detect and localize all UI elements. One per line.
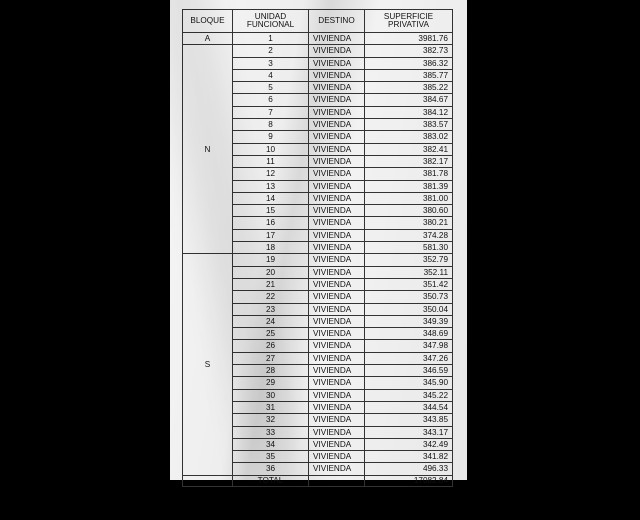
units-table	[182, 9, 453, 487]
superficie-cell: 342.49	[365, 438, 453, 450]
table-row	[183, 217, 453, 229]
superficie-cell: 381.39	[365, 180, 453, 192]
total-label: TOTAL	[233, 475, 309, 486]
unit-number-cell: 26	[233, 340, 309, 352]
superficie-cell: 381.78	[365, 168, 453, 180]
header-unidad-funcional: UNIDAD FUNCIONAL	[233, 10, 309, 33]
table-row	[183, 315, 453, 327]
table-row	[183, 254, 453, 266]
destino-cell: VIVIENDA	[309, 217, 365, 229]
superficie-cell: 374.28	[365, 229, 453, 241]
unit-number-cell: 35	[233, 451, 309, 463]
superficie-cell: 343.17	[365, 426, 453, 438]
unit-number-cell: 20	[233, 266, 309, 278]
destino-cell: VIVIENDA	[309, 254, 365, 266]
superficie-cell: 384.12	[365, 106, 453, 118]
table-row	[183, 131, 453, 143]
superficie-cell: 347.26	[365, 352, 453, 364]
superficie-cell: 496.33	[365, 463, 453, 475]
superficie-cell: 352.11	[365, 266, 453, 278]
superficie-cell: 383.57	[365, 119, 453, 131]
unit-number-cell: 8	[233, 119, 309, 131]
unit-number-cell: 12	[233, 168, 309, 180]
block-cell: S	[183, 254, 233, 475]
destino-cell: VIVIENDA	[309, 377, 365, 389]
unit-number-cell: 4	[233, 69, 309, 81]
unit-number-cell: 7	[233, 106, 309, 118]
table-row	[183, 303, 453, 315]
unit-number-cell: 36	[233, 463, 309, 475]
superficie-cell: 347.98	[365, 340, 453, 352]
table-row	[183, 94, 453, 106]
unit-number-cell: 15	[233, 205, 309, 217]
table-row	[183, 242, 453, 254]
destino-cell: VIVIENDA	[309, 131, 365, 143]
destino-cell: VIVIENDA	[309, 82, 365, 94]
table-row	[183, 278, 453, 290]
total-blank	[183, 475, 233, 486]
table-header-row	[183, 10, 453, 33]
unit-number-cell: 13	[233, 180, 309, 192]
destino-cell: VIVIENDA	[309, 278, 365, 290]
document-page	[170, 0, 467, 485]
unit-number-cell: 25	[233, 328, 309, 340]
superficie-cell: 343.85	[365, 414, 453, 426]
destino-cell: VIVIENDA	[309, 352, 365, 364]
destino-cell: VIVIENDA	[309, 106, 365, 118]
unit-number-cell: 19	[233, 254, 309, 266]
superficie-cell: 350.04	[365, 303, 453, 315]
superficie-cell: 350.73	[365, 291, 453, 303]
destino-cell: VIVIENDA	[309, 94, 365, 106]
table-row	[183, 155, 453, 167]
destino-cell: VIVIENDA	[309, 463, 365, 475]
destino-cell: VIVIENDA	[309, 45, 365, 57]
superficie-cell: 381.00	[365, 192, 453, 204]
table-row	[183, 180, 453, 192]
destino-cell: VIVIENDA	[309, 143, 365, 155]
destino-cell: VIVIENDA	[309, 155, 365, 167]
destino-cell: VIVIENDA	[309, 229, 365, 241]
table-row	[183, 143, 453, 155]
unit-number-cell: 22	[233, 291, 309, 303]
unit-number-cell: 11	[233, 155, 309, 167]
superficie-cell: 380.60	[365, 205, 453, 217]
unit-number-cell: 2	[233, 45, 309, 57]
unit-number-cell: 1	[233, 33, 309, 45]
superficie-cell: 382.17	[365, 155, 453, 167]
destino-cell: VIVIENDA	[309, 303, 365, 315]
superficie-cell: 345.22	[365, 389, 453, 401]
unit-number-cell: 18	[233, 242, 309, 254]
destino-cell: VIVIENDA	[309, 242, 365, 254]
superficie-cell: 345.90	[365, 377, 453, 389]
unit-number-cell: 6	[233, 94, 309, 106]
table-row	[183, 168, 453, 180]
total-row	[183, 475, 453, 486]
superficie-cell: 341.82	[365, 451, 453, 463]
block-cell: N	[183, 45, 233, 254]
destino-cell: VIVIENDA	[309, 328, 365, 340]
destino-cell: VIVIENDA	[309, 57, 365, 69]
destino-cell: VIVIENDA	[309, 119, 365, 131]
destino-cell: VIVIENDA	[309, 69, 365, 81]
total-blank-2	[309, 475, 365, 486]
unit-number-cell: 21	[233, 278, 309, 290]
superficie-cell: 352.79	[365, 254, 453, 266]
table-row	[183, 33, 453, 45]
destino-cell: VIVIENDA	[309, 205, 365, 217]
superficie-cell: 344.54	[365, 401, 453, 413]
superficie-cell: 351.42	[365, 278, 453, 290]
superficie-cell: 380.21	[365, 217, 453, 229]
table-row	[183, 266, 453, 278]
superficie-cell: 382.41	[365, 143, 453, 155]
destino-cell: VIVIENDA	[309, 168, 365, 180]
table-row	[183, 69, 453, 81]
superficie-cell: 382.73	[365, 45, 453, 57]
unit-number-cell: 5	[233, 82, 309, 94]
table-row	[183, 291, 453, 303]
destino-cell: VIVIENDA	[309, 401, 365, 413]
destino-cell: VIVIENDA	[309, 451, 365, 463]
header-destino: DESTINO	[309, 10, 365, 33]
unit-number-cell: 23	[233, 303, 309, 315]
unit-number-cell: 30	[233, 389, 309, 401]
unit-number-cell: 29	[233, 377, 309, 389]
table-row	[183, 45, 453, 57]
superficie-cell: 384.67	[365, 94, 453, 106]
unit-number-cell: 3	[233, 57, 309, 69]
unit-number-cell: 10	[233, 143, 309, 155]
destino-cell: VIVIENDA	[309, 180, 365, 192]
unit-number-cell: 28	[233, 365, 309, 377]
unit-number-cell: 14	[233, 192, 309, 204]
header-superficie-privativa: SUPERFICIE PRIVATIVA	[365, 10, 453, 33]
unit-number-cell: 27	[233, 352, 309, 364]
destino-cell: VIVIENDA	[309, 266, 365, 278]
superficie-cell: 383.02	[365, 131, 453, 143]
destino-cell: VIVIENDA	[309, 438, 365, 450]
unit-number-cell: 17	[233, 229, 309, 241]
unit-number-cell: 33	[233, 426, 309, 438]
destino-cell: VIVIENDA	[309, 389, 365, 401]
unit-number-cell: 32	[233, 414, 309, 426]
superficie-cell: 3981.76	[365, 33, 453, 45]
superficie-cell: 386.32	[365, 57, 453, 69]
units-body	[183, 33, 453, 476]
superficie-cell: 581.30	[365, 242, 453, 254]
unit-number-cell: 34	[233, 438, 309, 450]
unit-number-cell: 9	[233, 131, 309, 143]
block-cell: A	[183, 33, 233, 45]
header-bloque: BLOQUE	[183, 10, 233, 33]
destino-cell: VIVIENDA	[309, 315, 365, 327]
destino-cell: VIVIENDA	[309, 426, 365, 438]
table-row	[183, 229, 453, 241]
destino-cell: VIVIENDA	[309, 365, 365, 377]
total-value: 17082.84	[365, 475, 453, 486]
unit-number-cell: 16	[233, 217, 309, 229]
destino-cell: VIVIENDA	[309, 340, 365, 352]
table-row	[183, 119, 453, 131]
table-row	[183, 205, 453, 217]
table-row	[183, 106, 453, 118]
table-row	[183, 328, 453, 340]
superficie-cell: 348.69	[365, 328, 453, 340]
table-row	[183, 340, 453, 352]
unit-number-cell: 24	[233, 315, 309, 327]
superficie-cell: 346.59	[365, 365, 453, 377]
table-row	[183, 82, 453, 94]
destino-cell: VIVIENDA	[309, 33, 365, 45]
destino-cell: VIVIENDA	[309, 192, 365, 204]
destino-cell: VIVIENDA	[309, 291, 365, 303]
destino-cell: VIVIENDA	[309, 414, 365, 426]
unit-number-cell: 31	[233, 401, 309, 413]
superficie-cell: 385.22	[365, 82, 453, 94]
superficie-cell: 385.77	[365, 69, 453, 81]
superficie-cell: 349.39	[365, 315, 453, 327]
table-row	[183, 192, 453, 204]
